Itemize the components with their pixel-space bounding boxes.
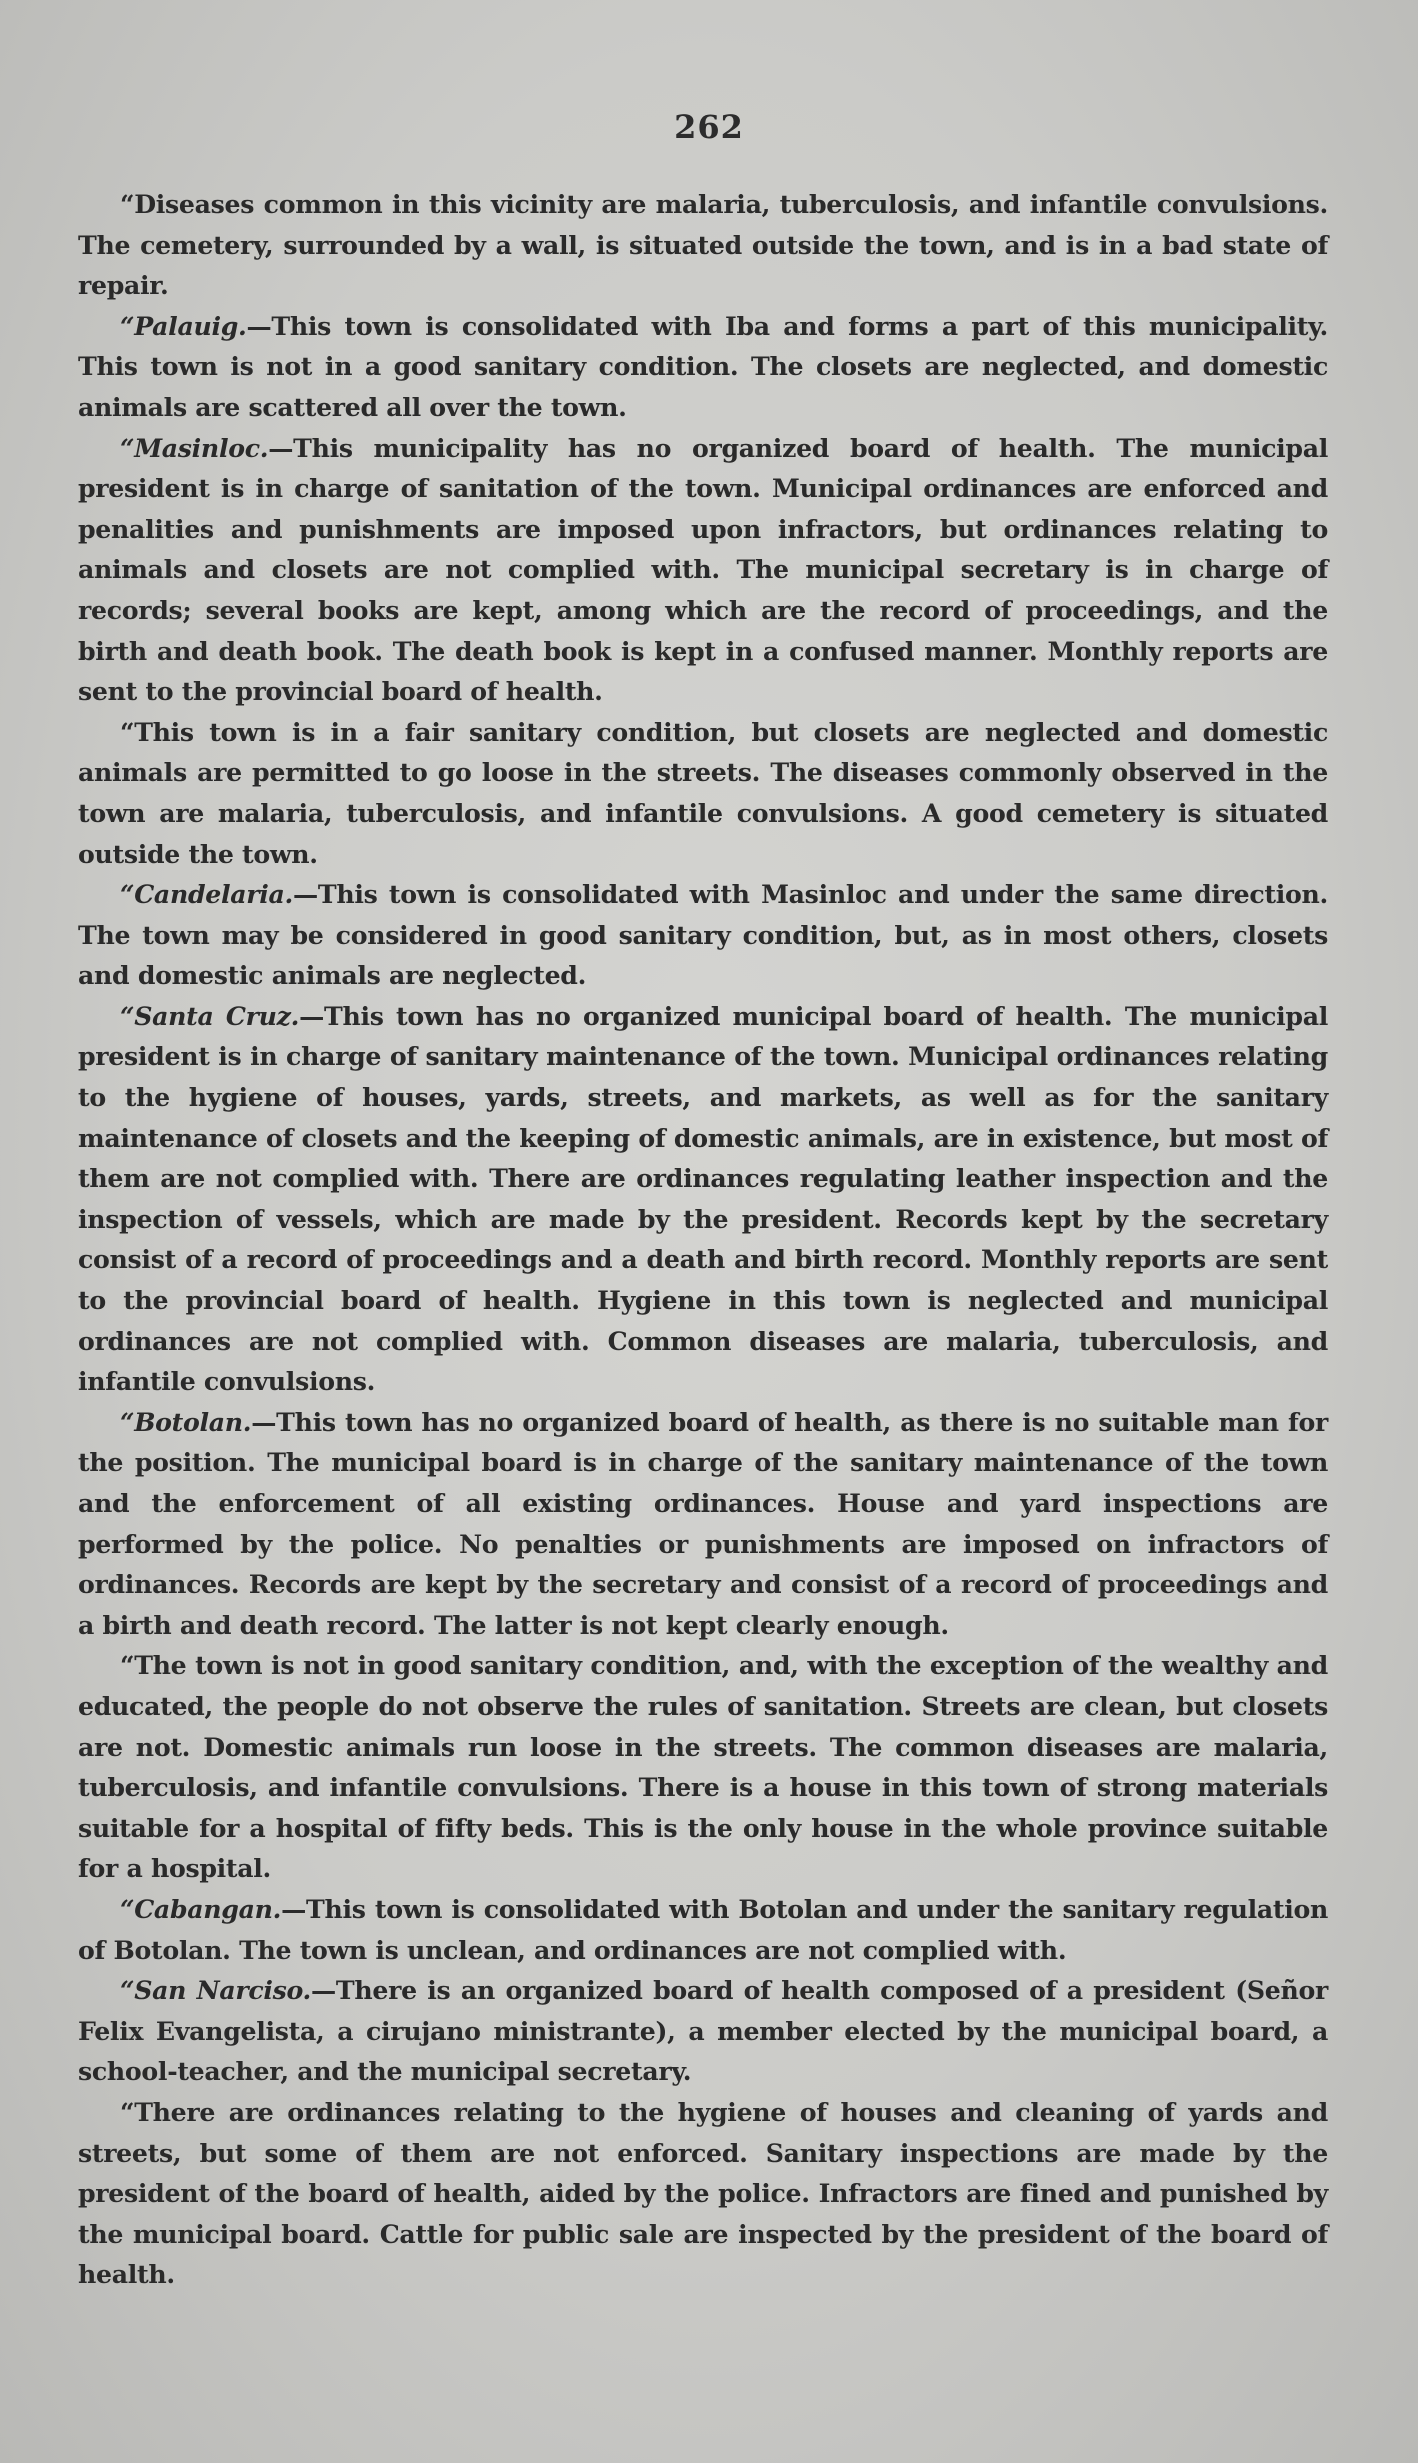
paragraph-text: —This town is consolidated with Botolan and under the sanitary regulation of Botolan. The town is unclean, and ordinances are not complied with. — [78, 1893, 1328, 1965]
paragraph-text: —This town is consolidated with Iba and forms a part of this municipality. This town is not in a good sanitary condition. The closets are neglected, and domestic animals are scattered all over the town. — [78, 310, 1328, 422]
paragraph — [78, 184, 1328, 306]
paragraph — [78, 2092, 1328, 2295]
body-text — [78, 184, 1328, 2295]
paragraph-text: —This municipality has no organized board of health. The municipal president is in charge of sanitation of the town. Municipal ordinances are enforced and penalities and punishments are imposed upon infractors, but ordinances relating to animals and closets are not complied with. The municipal secretary is in charge of records; several books are kept, among which are the record of proceedings, and the birth and death book. The death book is kept in a confused manner. Monthly reports are sent to the provincial board of health. — [78, 432, 1328, 707]
town-heading: “Botolan. — [120, 1406, 252, 1437]
paragraph-text: “There are ordinances relating to the hygiene of houses and cleaning of yards and streets, but some of them are not enforced. Sanitary inspections are made by the president of the board of health, aided by the police. Infractors are fined and punished by the municipal board. Cattle for public sale are inspected by the president of the board of health. — [78, 2096, 1328, 2290]
paragraph-text: “The town is not in good sanitary condition, and, with the exception of the wealthy and educated, the people do not observe the rules of sanitation. Streets are clean, but closets are not. Domestic animals run loose in the streets. The common diseases are malaria, tuberculosis, and infantile convulsions. There is a house in this town of strong materials suitable for a hospital of fifty beds. This is the only house in the whole province suitable for a hospital. — [78, 1650, 1328, 1884]
paragraph-text: “Diseases common in this vicinity are malaria, tuberculosis, and infantile convulsions. The cemetery, surrounded by a wall, is situated outside the town, and is in a bad state of repair. — [78, 189, 1328, 301]
paragraph-text: —There is an organized board of health composed of a president (Señor Felix Evangelista, a cirujano ministrante), a member elected by the municipal board, a school-teacher, and the municipal secretary. — [78, 1975, 1328, 2087]
paragraph — [78, 1645, 1328, 1889]
town-heading: “Cabangan. — [120, 1893, 282, 1924]
town-heading: “San Narciso. — [120, 1975, 312, 2006]
paragraph — [78, 428, 1328, 712]
town-heading: “Palauig. — [120, 310, 247, 341]
paragraph — [78, 1889, 1328, 1970]
town-heading: “Santa Cruz. — [120, 1000, 300, 1031]
paragraph — [78, 1970, 1328, 2092]
town-heading: “Masinloc. — [120, 432, 269, 463]
paragraph-text: —This town has no organized board of health, as there is no suitable man for the position. The municipal board is in charge of the sanitary maintenance of the town and the enforcement of all existing ordinances. House and yard inspections are performed by the police. No penalties or punishments are imposed on infractors of ordinances. Records are kept by the secretary and consist of a record of proceedings and a birth and death record. The latter is not kept clearly enough. — [78, 1406, 1328, 1640]
page-number: 262 — [674, 108, 744, 146]
paragraph — [78, 996, 1328, 1402]
paragraph — [78, 712, 1328, 874]
paragraph-text: “This town is in a fair sanitary condition, but closets are neglected and domestic animals are permitted to go loose in the streets. The diseases commonly observed in the town are malaria, tuberculosis, and infantile convulsions. A good cemetery is situated outside the town. — [78, 716, 1328, 869]
town-heading: “Candelaria. — [120, 879, 294, 910]
paragraph — [78, 874, 1328, 996]
paragraph — [78, 1402, 1328, 1646]
paragraph-text: —This town is consolidated with Masinloc and under the same direction. The town may be considered in good sanitary condition, but, as in most others, closets and domestic animals are neglected. — [78, 879, 1328, 991]
paragraph — [78, 306, 1328, 428]
paragraph-text: —This town has no organized municipal board of health. The municipal president is in charge of sanitary maintenance of the town. Municipal ordinances relating to the hygiene of houses, yards, streets, and markets, as well as for the sanitary maintenance of closets and the keeping of domestic animals, are in existence, but most of them are not complied with. There are ordinances regulating leather inspection and the inspection of vessels, which are made by the president. Records kept by the secretary consist of a record of proceedings and a death and birth record. Monthly reports are sent to the provincial board of health. Hygiene in this town is neglected and municipal ordinances are not complied with. Common diseases are malaria, tuberculosis, and infantile convulsions. — [78, 1000, 1328, 1397]
